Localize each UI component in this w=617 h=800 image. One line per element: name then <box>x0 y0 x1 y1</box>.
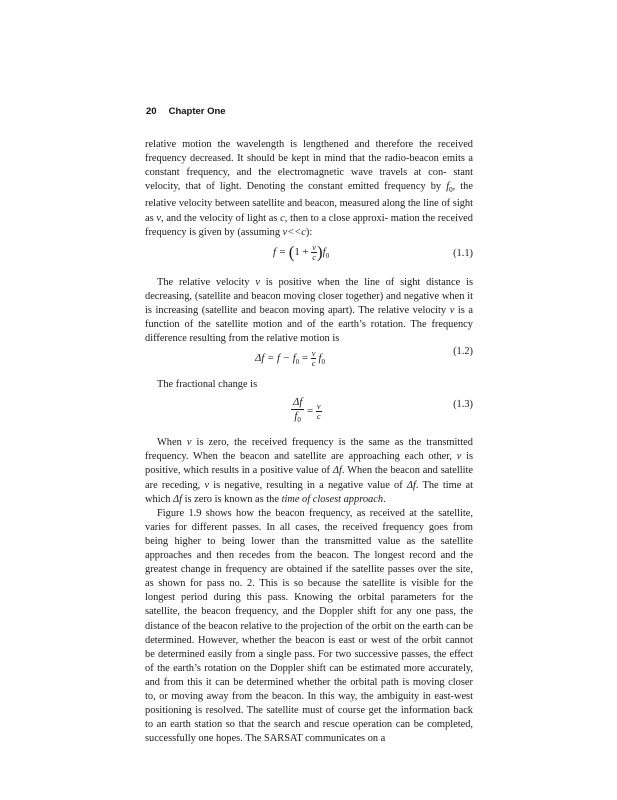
symbol-v: v <box>456 451 462 463</box>
paragraph-4 <box>145 436 473 506</box>
symbol-v: v <box>255 276 260 288</box>
para2-a: The relative velocity <box>157 276 256 288</box>
eq2-sub2: 0 <box>321 358 325 367</box>
equation-number: (1.1) <box>453 247 473 259</box>
para1-line6d: , then to a close approxi- <box>284 212 389 224</box>
eq1-numerator: v <box>312 242 316 252</box>
equation-number: (1.3) <box>453 399 473 411</box>
term-time-of-closest-approach: time of closest approach <box>281 493 384 505</box>
paragraph-3: The fractional change is <box>157 379 258 391</box>
eq3-den-sub: 0 <box>297 416 301 425</box>
para4-h: . <box>383 493 386 505</box>
equation-number: (1.2) <box>453 346 473 358</box>
page-body <box>145 138 473 746</box>
symbol-v: v <box>156 212 161 224</box>
para1-line7: mation the received frequency is given by (assuming <box>145 212 473 238</box>
para4-e: is negative, resulting in a negative value of <box>209 479 407 491</box>
eq1-lhs: f = <box>273 245 289 258</box>
left-paren: ( <box>288 242 295 262</box>
eq1-f: f <box>322 245 326 258</box>
para4-f: . The time at which <box>145 479 474 505</box>
paragraph-5: Figure 1.9 shows how the beacon frequency, as received at the satellite, varies for different passes. In all cases, the received frequency goes from being higher to being lower than the transmitted value as the satellite approaches and then recedes from the beacon. The longest record and the greatest change in frequency are obtained if the satellite passes over the site, as shown for pass no. 2. This is so because the satellite is visible for the longest period during this pass. Knowing the orbital parameters for the satellite, the beacon frequency, and the Doppler shift for any one pass, the distance of the beacon relative to the projection of the orbit on the earth can be determined. However, whether the beacon is east or west of the orbit cannot be determined easily from a single pass. For two successive passes, the effect of the earth’s rotation on the Doppler shift can be estimated more accurately, and from this it can be determined whether the orbital path is moving closer to, or moving away from the beacon. In this way, the ambiguity in east-west positioning is resolved. The satellite must of course get the information back to an earth station so that the search and rescue operation can be completed, successfully one hopes. The SARSAT communicates on a <box>145 507 473 745</box>
eq3-rhs-numerator: v <box>316 402 321 412</box>
para1-line5: , the relative velocity between satellite and beacon, measured along the <box>145 181 473 210</box>
para1-line6b: , and the velocity of light as <box>161 212 281 224</box>
para1-line1: relative motion the wavelength is lengthened and therefore the received <box>145 139 473 150</box>
para1-line2: frequency decreased. It should be kept in mind that the radio-beacon <box>145 153 439 165</box>
para1-line6a: line of sight as <box>145 198 473 224</box>
para4-c: is positive, which results in a positive value of <box>145 451 473 477</box>
symbol-delta-f: Δf <box>173 493 182 505</box>
equation-1-3 <box>145 396 473 430</box>
right-paren: ) <box>316 242 323 262</box>
symbol-c: c <box>280 212 285 224</box>
symbol-delta-f: Δf <box>406 479 416 491</box>
para1-line4: stant velocity, that of light. Denoting the constant emitted frequency by <box>145 167 473 193</box>
eq3-den-f: f <box>294 410 298 423</box>
eq3-denominator <box>291 410 304 427</box>
eq3-rhs-fraction <box>316 402 322 421</box>
eq2-denominator: c <box>311 359 316 369</box>
para4-b: is zero, the received frequency is the same as the transmitted frequency. When the beacon and satellite are approaching each other, <box>145 437 473 463</box>
equation-1-1 <box>145 242 473 273</box>
eq3-equals: = <box>304 405 316 418</box>
para2-c: is a function of the satellite motion and of the earth’s rotation. The frequency difference resulting from the relative motion is <box>145 304 473 345</box>
eq1-sub: 0 <box>325 251 330 260</box>
equation-1-1-body <box>273 243 329 263</box>
condition-v-much-less-c: v<<c <box>282 226 306 238</box>
para1-line7-end: ): <box>305 226 313 238</box>
para1-line3: emits a constant frequency, and the electromagnetic wave travels at con- <box>145 153 473 179</box>
symbol-v: v <box>186 437 192 449</box>
para2-b: is positive when the line of sight distance is decreasing, (satellite and beacon moving closer together) and negative when it is increasing (satellite and beacon moving apart). The relative velocity <box>145 276 473 316</box>
running-header <box>146 106 226 117</box>
paragraph-1 <box>145 138 473 240</box>
symbol-v: v <box>449 304 455 316</box>
page-number: 20 <box>146 106 157 117</box>
eq2-numerator: v <box>311 349 316 359</box>
eq1-one-plus: 1 + <box>294 245 312 258</box>
subscript-0: 0 <box>449 186 453 195</box>
eq2-sub: 0 <box>295 358 300 367</box>
eq2-equals: = <box>299 352 311 365</box>
symbol-v: v <box>204 479 210 491</box>
equation-1-2 <box>145 346 473 375</box>
eq3-numerator: Δf <box>293 396 303 409</box>
chapter-title: Chapter One <box>168 106 226 117</box>
eq3-rhs-denominator: c <box>316 412 321 422</box>
equation-1-3-body <box>291 396 322 427</box>
para4-a: When <box>157 437 187 449</box>
paragraph-2 <box>145 276 473 346</box>
equation-1-2-body <box>255 349 325 369</box>
eq2-f: f <box>318 352 322 365</box>
para4-d: . When the beacon and satellite are receding, <box>145 465 474 491</box>
para4-g: is zero is known as the <box>182 493 282 505</box>
eq2-lhs: Δf = f − f <box>255 352 296 365</box>
symbol-f: f <box>446 181 450 193</box>
eq2-fraction <box>311 349 317 368</box>
eq1-denominator: c <box>312 252 316 262</box>
eq3-lhs-fraction <box>291 396 304 427</box>
symbol-delta-f: Δf <box>332 465 342 477</box>
